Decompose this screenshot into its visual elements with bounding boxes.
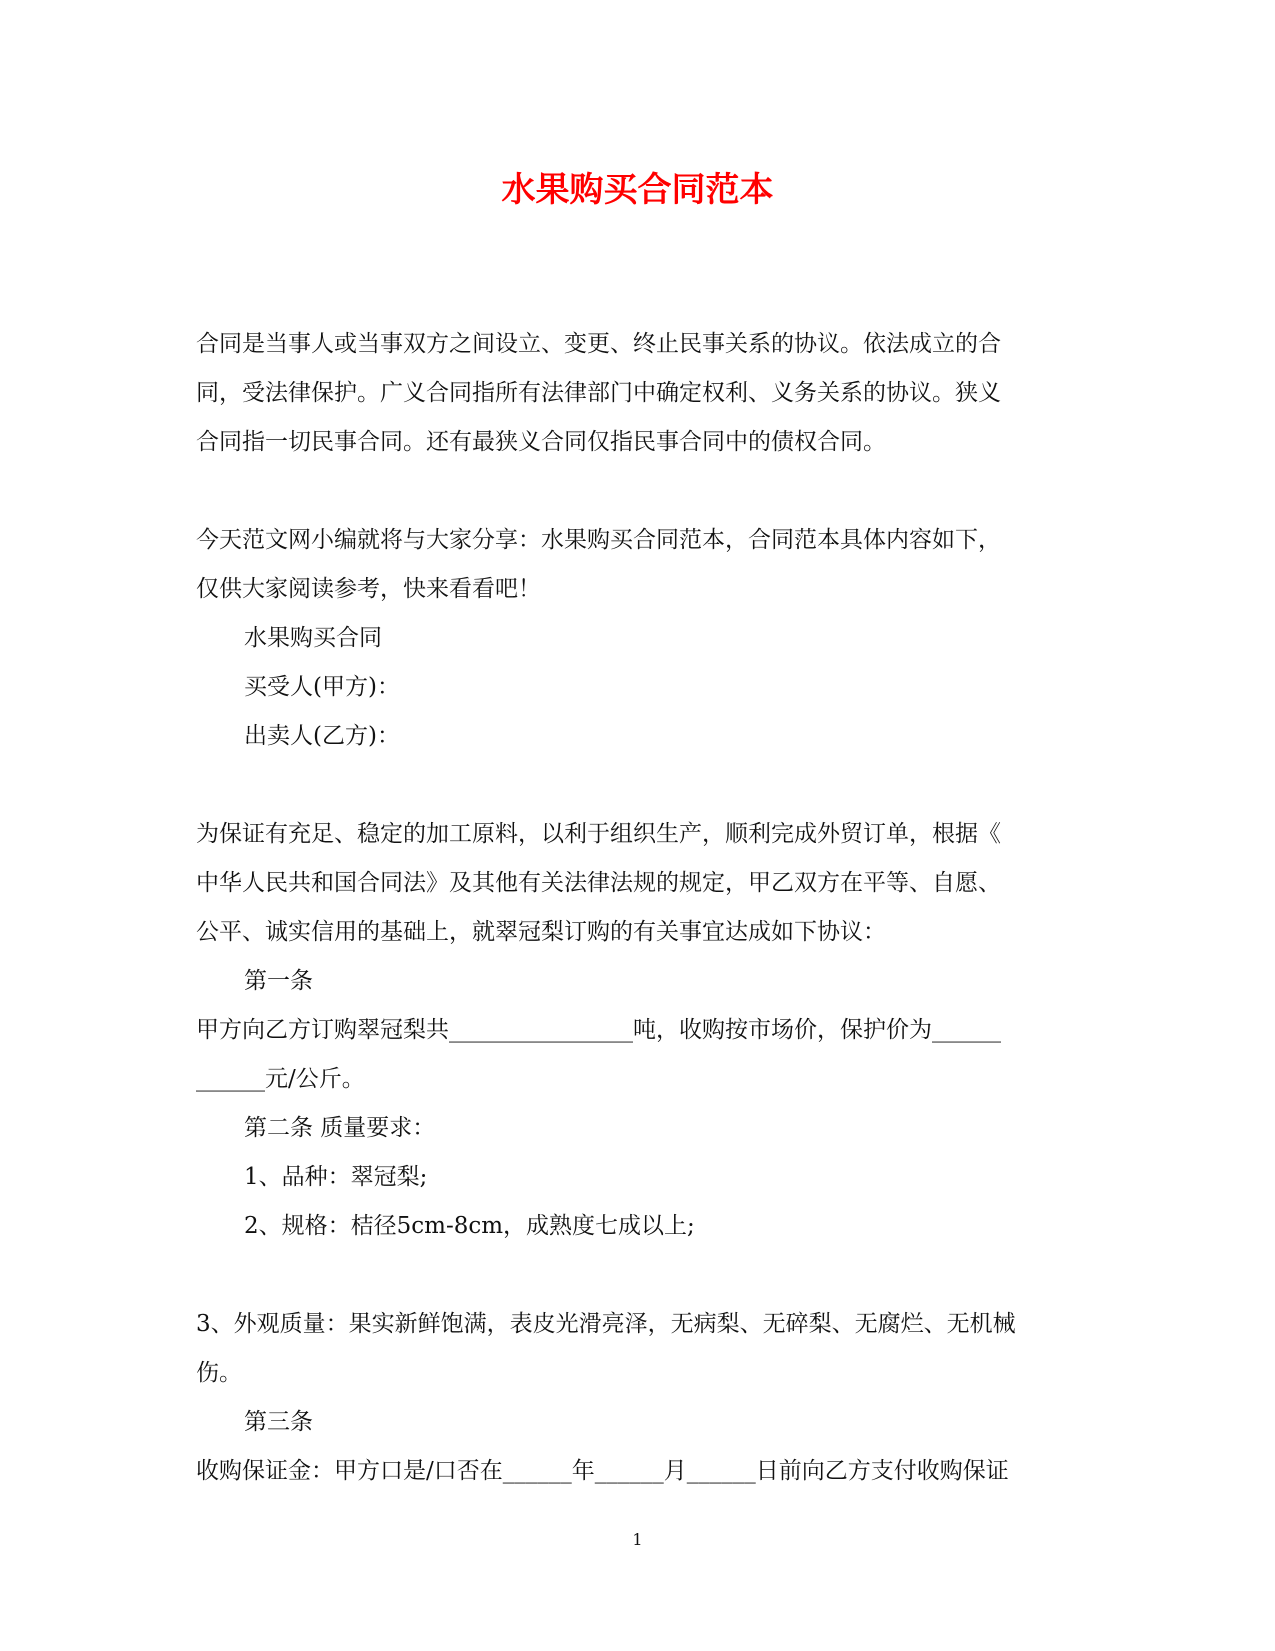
paragraph-line: 合同指一切民事合同。还有最狭义合同仅指民事合同中的债权合同。 [196, 429, 886, 455]
page-number: 1 [632, 1530, 643, 1549]
paragraph-line: 为保证有充足、稳定的加工原料，以利于组织生产，顺利完成外贸订单，根据《 [196, 821, 1001, 847]
paragraph-line: 中华人民共和国合同法》及其他有关法律法规的规定，甲乙双方在平等、自愿、 [196, 870, 1001, 896]
document-title: 水果购买合同范本 [501, 170, 774, 210]
article-heading: 第三条 [244, 1409, 313, 1435]
paragraph-gap [196, 761, 1096, 810]
paragraph-line: 今天范文网小编就将与大家分享：水果购买合同范本，合同范本具体内容如下， [196, 527, 1001, 553]
paragraph-line: 公平、诚实信用的基础上，就翠冠梨订购的有关事宜达成如下协议： [196, 919, 886, 945]
paragraph-line: 仅供大家阅读参考，快来看看吧！ [196, 576, 541, 602]
contract-heading: 水果购买合同 [244, 625, 382, 651]
article-heading: 第一条 [244, 968, 313, 994]
article-heading: 第二条 质量要求： [244, 1115, 436, 1141]
paragraph-line: 同，受法律保护。广义合同指所有法律部门中确定权利、义务关系的协议。狭义 [196, 380, 1001, 406]
paragraph-line: 3、外观质量：果实新鲜饱满，表皮光滑亮泽，无病梨、无碎梨、无腐烂、无机械 [196, 1311, 1016, 1337]
paragraph-line: ______元/公斤。 [196, 1066, 365, 1092]
paragraph-gap [196, 1251, 1096, 1300]
paragraph-line: 伤。 [196, 1360, 242, 1386]
paragraph-gap [196, 467, 1096, 516]
list-item: 2、规格：桔径5cm-8cm，成熟度七成以上; [244, 1213, 695, 1239]
paragraph-line: 收购保证金：甲方口是/口否在______年______月______日前向乙方支付收购保证 [196, 1458, 1009, 1484]
paragraph-line: 合同是当事人或当事双方之间设立、变更、终止民事关系的协议。依法成立的合 [196, 331, 1001, 357]
buyer-line: 买受人(甲方)： [244, 674, 400, 700]
document-body [196, 320, 1096, 1496]
paragraph-line: 甲方向乙方订购翠冠梨共________________吨，收购按市场价，保护价为______ [196, 1017, 1001, 1043]
list-item: 1、品种：翠冠梨; [244, 1164, 428, 1190]
seller-line: 出卖人(乙方)： [244, 723, 400, 749]
